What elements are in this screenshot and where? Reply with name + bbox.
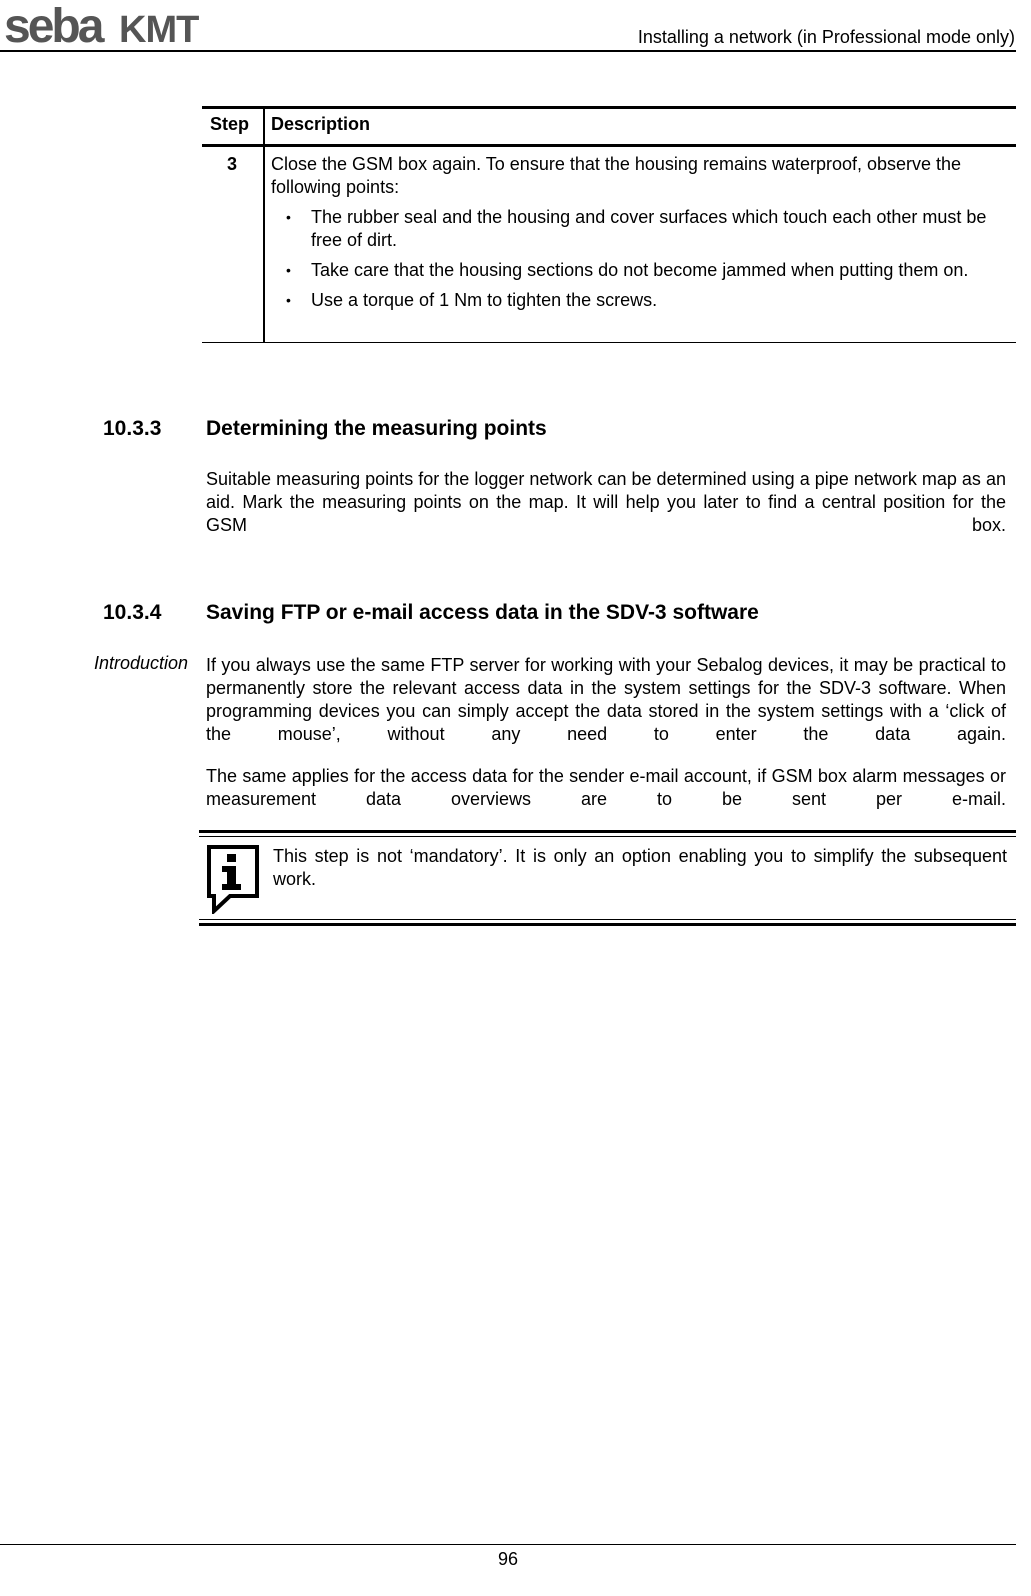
step-number: 3: [227, 154, 238, 174]
step-bullet: • Use a torque of 1 Nm to tighten the screws.: [271, 289, 1011, 312]
section-paragraph: The same applies for the access data for the sender e-mail account, if GSM box alarm messages or measurement data overviews are to be sent per e-mail.: [206, 766, 1006, 809]
sebakmt-logo: [4, 2, 226, 48]
note-rule: [199, 919, 1016, 920]
section-number: 10.3.3: [103, 417, 162, 440]
step-bullet: • The rubber seal and the housing and cover surfaces which touch each other must be free of dirt.: [271, 206, 1011, 252]
header-rule: [0, 50, 1016, 52]
page-number: 96: [497, 1549, 519, 1569]
info-icon: [206, 844, 260, 914]
note-text: This step is not ‘mandatory’. It is only an option enabling you to simplify the subsequent work.: [273, 846, 1007, 889]
header-title: Installing a network (in Professional mode only): [637, 27, 1015, 47]
svg-text:KMT: KMT: [119, 9, 199, 48]
step-bullet: • Take care that the housing sections do not become jammed when putting them on.: [271, 259, 1011, 282]
table-top-rule: [202, 106, 1016, 109]
step-description: [271, 153, 1011, 319]
svg-text:seba: seba: [4, 2, 102, 48]
section-paragraph: Suitable measuring points for the logger network can be determined using a pipe network map as an aid. Mark the measuring points on the map. It will help you later to find a central position for the GSM box.: [206, 469, 1006, 535]
table-bottom-rule: [202, 342, 1016, 343]
section-number: 10.3.4: [103, 601, 162, 624]
column-header-description: Description: [271, 114, 371, 134]
section-paragraph: If you always use the same FTP server for working with your Sebalog devices, it may be practical to permanently store the relevant access data in the system settings for the SDV-3 software. When programming devices you can simply accept the data stored in the system settings with a ‘click of the mouse’, without any need to enter the data again.: [206, 655, 1006, 744]
section-title: Saving FTP or e-mail access data in the SDV-3 software: [206, 601, 759, 624]
margin-label-introduction: Introduction: [93, 653, 188, 673]
section-title: Determining the measuring points: [206, 417, 547, 440]
table-header-rule: [202, 144, 1016, 147]
note-rule: [199, 830, 1016, 833]
table-column-divider: [263, 106, 265, 343]
column-header-step: Step: [210, 114, 250, 134]
step-bullet-list: [271, 206, 1011, 312]
step-intro: Close the GSM box again. To ensure that the housing remains waterproof, observe the following points:: [271, 154, 962, 197]
footer-rule: [0, 1544, 1016, 1545]
note-rule: [199, 923, 1016, 926]
note-rule: [199, 836, 1016, 837]
